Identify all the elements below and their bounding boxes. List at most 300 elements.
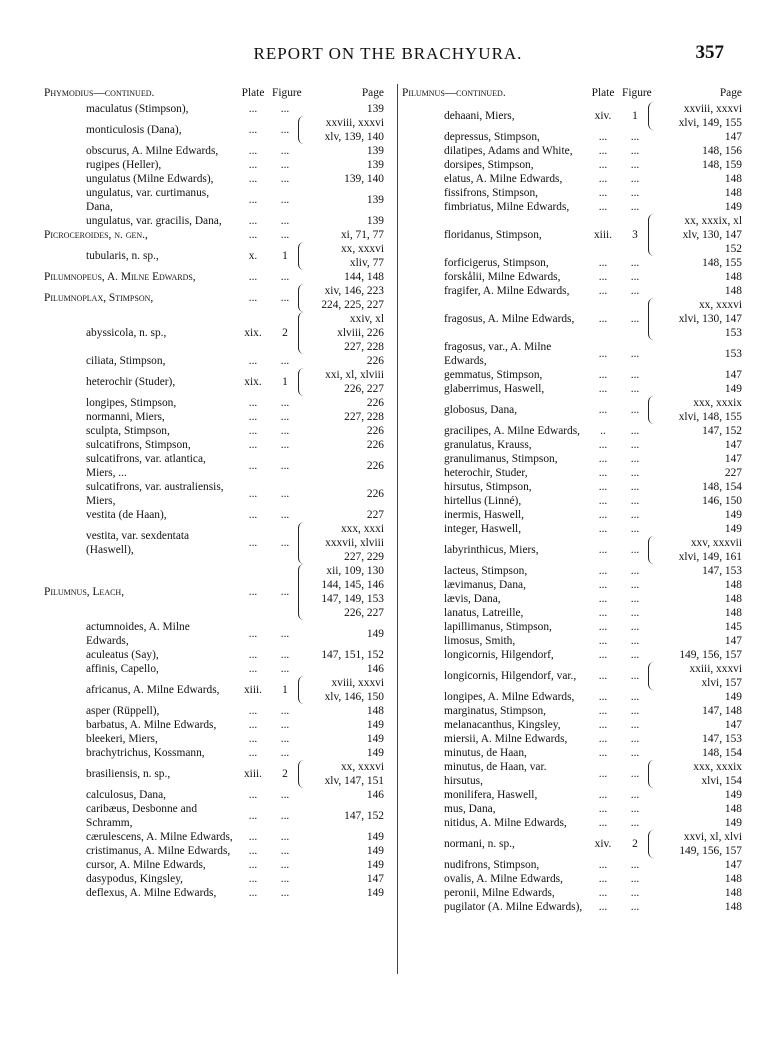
- entry-figure: ...: [630, 425, 640, 437]
- entry-figure: ...: [630, 887, 640, 899]
- entry-pages: [648, 186, 742, 200]
- entry-figure: ...: [280, 425, 290, 437]
- entry-figure: ...: [280, 271, 290, 283]
- entry-plate: x.: [248, 250, 258, 262]
- page-line: 139: [366, 145, 384, 157]
- entry-name: melanacanthus, Kingsley,: [444, 719, 561, 731]
- entry-pages: [298, 662, 384, 676]
- entry-pages: [298, 242, 384, 270]
- page-line: 145: [724, 621, 742, 633]
- entry-figure: ...: [630, 789, 640, 801]
- entry-name: vestita, var. sexdentata (Haswell),: [86, 530, 190, 556]
- entry-name: Pilumnus, Leach,: [44, 586, 125, 598]
- page-line: xlv, 147, 151: [324, 775, 384, 787]
- entry-figure: ...: [280, 488, 290, 500]
- index-entry: [44, 704, 394, 718]
- index-entry: [44, 214, 394, 228]
- entry-pages: [648, 347, 742, 361]
- entry-plate: ...: [248, 831, 258, 843]
- index-entry: [44, 228, 394, 242]
- page-line: xxv, xxxvii: [690, 537, 742, 549]
- entry-pages: [648, 704, 742, 718]
- entry-pages: [648, 816, 742, 830]
- page-line: xliv, 77: [349, 257, 384, 269]
- index-entry: [44, 158, 394, 172]
- entry-figure: ...: [280, 215, 290, 227]
- entry-name: fragifer, A. Milne Edwards,: [444, 285, 570, 297]
- entry-figure: ...: [280, 873, 290, 885]
- entry-plate: ...: [248, 586, 258, 598]
- entry-pages: [298, 872, 384, 886]
- entry-pages: [298, 396, 384, 410]
- entry-pages: [648, 438, 742, 452]
- entry-plate: ...: [598, 747, 608, 759]
- entry-figure: ...: [280, 810, 290, 822]
- page-line: 149: [366, 733, 384, 745]
- entry-name: bleekeri, Miers,: [86, 733, 158, 745]
- entry-figure: ...: [630, 131, 640, 143]
- entry-figure: ...: [280, 173, 290, 185]
- entry-plate: ...: [248, 537, 258, 549]
- entry-pages: [298, 368, 384, 396]
- entry-name: deflexus, A. Milne Edwards,: [86, 887, 217, 899]
- page-title: REPORT ON THE BRACHYURA.: [253, 44, 523, 63]
- entry-figure: ...: [630, 404, 640, 416]
- entry-plate: ...: [248, 194, 258, 206]
- entry-name: ungulatus, var. gracilis, Dana,: [86, 215, 222, 227]
- entry-pages: [298, 172, 384, 186]
- entry-figure: ...: [630, 369, 640, 381]
- page-line: 153: [724, 348, 742, 360]
- entry-name: longipes, Stimpson,: [86, 397, 177, 409]
- index-entry: [44, 662, 394, 676]
- entry-plate: ...: [598, 257, 608, 269]
- entry-name: fimbriatus, Milne Edwards,: [444, 201, 570, 213]
- entry-pages: [648, 214, 742, 256]
- entry-name: fragosus, var., A. Milne Edwards,: [444, 341, 552, 367]
- entry-plate: ...: [598, 789, 608, 801]
- page-brace-group: [648, 760, 742, 788]
- page-line: xlvi, 157: [701, 677, 742, 689]
- entry-figure: ...: [280, 537, 290, 549]
- entry-name: normani, n. sp.,: [444, 838, 515, 850]
- entry-plate: ...: [598, 873, 608, 885]
- entry-figure: ...: [280, 194, 290, 206]
- entry-pages: [648, 102, 742, 130]
- entry-plate: ...: [598, 509, 608, 521]
- entry-pages: [298, 228, 384, 242]
- entry-name: dasypodus, Kingsley,: [86, 873, 184, 885]
- index-entry: [44, 564, 394, 620]
- index-entry: [44, 396, 394, 410]
- page-line: 147, 151, 152: [321, 649, 384, 661]
- page-line: xlvi, 149, 155: [678, 117, 742, 129]
- entry-figure: ...: [630, 257, 640, 269]
- entry-plate: ...: [248, 103, 258, 115]
- entry-figure: ...: [630, 523, 640, 535]
- entry-plate: ...: [598, 817, 608, 829]
- entry-plate: ...: [248, 747, 258, 759]
- page-line: 148, 155: [702, 257, 742, 269]
- page-line: xlv, 139, 140: [324, 131, 384, 143]
- entry-pages: [298, 718, 384, 732]
- page-line: 149: [366, 845, 384, 857]
- index-entry: [402, 732, 742, 746]
- page-line: xxx, xxxi: [340, 523, 384, 535]
- figure-heading: Figure: [622, 87, 652, 99]
- index-entry: [44, 270, 394, 284]
- index-entry: [44, 368, 394, 396]
- entry-pages: [648, 158, 742, 172]
- entry-name: minutus, de Haan, var. hirsutus,: [444, 761, 547, 787]
- entry-figure: ...: [630, 348, 640, 360]
- index-entry: [44, 620, 394, 648]
- index-entry: [402, 214, 742, 256]
- entry-figure: ...: [280, 124, 290, 136]
- index-entry: [44, 116, 394, 144]
- entry-name: forficigerus, Stimpson,: [444, 257, 549, 269]
- entry-plate: ...: [598, 131, 608, 143]
- entry-name: caribæus, Desbonne and Schramm,: [86, 803, 198, 829]
- page-line: 146: [366, 789, 384, 801]
- page-line: 149, 156, 157: [679, 845, 742, 857]
- entry-name: Pilumnoplax, Stimpson,: [44, 292, 154, 304]
- entry-figure: 2: [282, 327, 288, 339]
- entry-pages: [648, 802, 742, 816]
- entry-name: forskålii, Milne Edwards,: [444, 271, 561, 283]
- page-line: 148, 154: [702, 481, 742, 493]
- entry-figure: ...: [630, 579, 640, 591]
- entry-plate: ...: [598, 369, 608, 381]
- page-brace-group: [298, 312, 384, 354]
- entry-plate: ...: [598, 901, 608, 913]
- index-entry: [402, 298, 742, 340]
- entry-pages: [298, 732, 384, 746]
- index-entry: [402, 690, 742, 704]
- entry-pages: [648, 396, 742, 424]
- entry-name: dilatipes, Adams and White,: [444, 145, 573, 157]
- page-line: 227: [724, 467, 742, 479]
- page-line: 227, 228: [344, 411, 384, 423]
- column-divider: [397, 84, 398, 974]
- entry-name: limosus, Smith,: [444, 635, 516, 647]
- entry-plate: ...: [598, 159, 608, 171]
- entry-figure: ...: [630, 670, 640, 682]
- page-line: 139: [366, 215, 384, 227]
- index-entry: [44, 522, 394, 564]
- entry-name: globosus, Dana,: [444, 404, 518, 416]
- entry-name: sulcatifrons, var. atlantica, Miers, ...: [86, 453, 206, 479]
- entry-plate: ...: [598, 481, 608, 493]
- entry-figure: ...: [630, 439, 640, 451]
- entry-name: lanatus, Latreille,: [444, 607, 524, 619]
- page-line: 148: [724, 803, 742, 815]
- page-line: 149: [366, 859, 384, 871]
- entry-figure: 2: [632, 838, 638, 850]
- index-entry: [402, 452, 742, 466]
- page-brace-group: [298, 284, 384, 312]
- entry-figure: ...: [630, 803, 640, 815]
- entry-pages: [648, 886, 742, 900]
- page-line: 149, 156, 157: [679, 649, 742, 661]
- entry-pages: [298, 410, 384, 424]
- page-line: 148: [724, 873, 742, 885]
- page-line: 226: [366, 355, 384, 367]
- entry-pages: [648, 830, 742, 858]
- entry-name: abyssicola, n. sp.,: [86, 327, 167, 339]
- page-brace-group: [298, 116, 384, 144]
- index-entry: [402, 830, 742, 858]
- page-line: 147: [724, 859, 742, 871]
- entry-pages: [298, 214, 384, 228]
- entry-figure: ...: [630, 383, 640, 395]
- index-entry: [402, 438, 742, 452]
- entry-name: nitidus, A. Milne Edwards,: [444, 817, 567, 829]
- entry-figure: ...: [280, 159, 290, 171]
- page-line: xxvi, xl, xlvi: [683, 831, 742, 843]
- page-line: 147: [724, 369, 742, 381]
- entry-plate: ...: [248, 425, 258, 437]
- entry-figure: ...: [280, 789, 290, 801]
- index-entry: [402, 648, 742, 662]
- page-line: 149: [366, 887, 384, 899]
- index-entry: [44, 872, 394, 886]
- index-entry: [44, 172, 394, 186]
- section-heading: Phymodius—continued.: [44, 87, 155, 99]
- entry-figure: ...: [630, 271, 640, 283]
- entry-figure: ...: [280, 649, 290, 661]
- entry-pages: [298, 809, 384, 823]
- entry-name: granulatus, Krauss,: [444, 439, 532, 451]
- entry-plate: ...: [598, 691, 608, 703]
- page-line: 226: [366, 397, 384, 409]
- entry-plate: xiii.: [593, 229, 613, 241]
- entry-name: lævimanus, Dana,: [444, 579, 526, 591]
- page-line: 148: [724, 173, 742, 185]
- entry-name: fissifrons, Stimpson,: [444, 187, 538, 199]
- index-entry: [402, 144, 742, 158]
- section-heading: Pilumnus—continued.: [402, 87, 506, 99]
- page-line: 147: [724, 635, 742, 647]
- entry-figure: ...: [630, 453, 640, 465]
- entry-plate: ...: [598, 719, 608, 731]
- page-line: xlv, 146, 150: [324, 691, 384, 703]
- entry-figure: ...: [280, 397, 290, 409]
- entry-pages: [648, 690, 742, 704]
- entry-name: sulcatifrons, Stimpson,: [86, 439, 191, 451]
- entry-plate: xiii.: [243, 768, 263, 780]
- page-line: 226, 227: [344, 607, 384, 619]
- entry-name: glaberrimus, Haswell,: [444, 383, 545, 395]
- figure-heading: Figure: [272, 87, 302, 99]
- entry-plate: ...: [248, 355, 258, 367]
- entry-pages: [298, 102, 384, 116]
- page-line: xxiv, xl: [349, 313, 384, 325]
- entry-figure: ...: [630, 901, 640, 913]
- entry-figure: ...: [280, 586, 290, 598]
- entry-plate: ...: [598, 859, 608, 871]
- entry-plate: ...: [598, 649, 608, 661]
- entry-figure: 2: [282, 768, 288, 780]
- entry-pages: [648, 788, 742, 802]
- entry-plate: ...: [248, 229, 258, 241]
- entry-figure: ...: [630, 873, 640, 885]
- entry-plate: ...: [248, 173, 258, 185]
- index-entry: [44, 508, 394, 522]
- page-line: 146, 150: [702, 495, 742, 507]
- entry-name: gemmatus, Stimpson,: [444, 369, 543, 381]
- entry-figure: ...: [280, 229, 290, 241]
- index-entry: [44, 788, 394, 802]
- entry-figure: ...: [630, 495, 640, 507]
- entry-plate: ...: [598, 579, 608, 591]
- page-line: xx, xxxvi: [698, 299, 742, 311]
- page-line: 226: [366, 425, 384, 437]
- entry-figure: ...: [630, 544, 640, 556]
- page-line: 144, 145, 146: [321, 579, 384, 591]
- entry-plate: ...: [248, 810, 258, 822]
- entry-pages: [648, 606, 742, 620]
- page-line: xlvi, 130, 147: [678, 313, 742, 325]
- entry-pages: [298, 830, 384, 844]
- entry-plate: ...: [598, 621, 608, 633]
- index-entry: [402, 480, 742, 494]
- entry-name: granulimanus, Stimpson,: [444, 453, 558, 465]
- entry-pages: [648, 620, 742, 634]
- entry-plate: ...: [248, 292, 258, 304]
- entry-pages: [298, 284, 384, 312]
- entry-plate: ...: [598, 670, 608, 682]
- page-line: 148: [724, 593, 742, 605]
- entry-name: floridanus, Stimpson,: [444, 229, 542, 241]
- page-line: 148: [724, 187, 742, 199]
- entry-plate: ...: [598, 348, 608, 360]
- entry-list: [44, 102, 394, 900]
- entry-name: lapillimanus, Stimpson,: [444, 621, 552, 633]
- page-line: 147: [724, 439, 742, 451]
- index-entry: [44, 438, 394, 452]
- index-entry: [44, 802, 394, 830]
- page-line: 149: [724, 691, 742, 703]
- entry-name: lævis, Dana,: [444, 593, 501, 605]
- page-line: 227, 228: [344, 341, 384, 353]
- entry-plate: xiv.: [594, 110, 612, 122]
- entry-name: cursor, A. Milne Edwards,: [86, 859, 206, 871]
- entry-pages: [648, 746, 742, 760]
- entry-pages: [648, 172, 742, 186]
- entry-figure: ...: [630, 733, 640, 745]
- page-line: 139: [366, 194, 384, 206]
- entry-pages: [298, 522, 384, 564]
- entry-figure: ...: [630, 649, 640, 661]
- entry-pages: [298, 704, 384, 718]
- page-line: xxi, xl, xlviii: [325, 369, 384, 381]
- entry-pages: [298, 438, 384, 452]
- page-heading: Page: [361, 87, 384, 99]
- index-entry: [402, 536, 742, 564]
- entry-plate: ...: [598, 593, 608, 605]
- page-line: 149: [724, 817, 742, 829]
- index-entry: [44, 886, 394, 900]
- entry-plate: ...: [598, 271, 608, 283]
- entry-figure: ...: [630, 607, 640, 619]
- index-entry: [44, 480, 394, 508]
- page-line: 148: [724, 887, 742, 899]
- entry-pages: [298, 676, 384, 704]
- index-entry: [44, 718, 394, 732]
- entry-name: africanus, A. Milne Edwards,: [86, 684, 220, 696]
- page-line: 148: [724, 901, 742, 913]
- entry-pages: [648, 718, 742, 732]
- index-entry: [402, 802, 742, 816]
- entry-plate: ...: [248, 719, 258, 731]
- entry-plate: ...: [598, 635, 608, 647]
- entry-name: ungulatus, var. curtimanus, Dana,: [86, 187, 210, 213]
- entry-plate: ...: [598, 383, 608, 395]
- index-entry: [402, 872, 742, 886]
- entry-pages: [648, 760, 742, 788]
- entry-name: hirtellus (Linné),: [444, 495, 522, 507]
- entry-plate: ..: [600, 425, 606, 437]
- index-entry: [402, 592, 742, 606]
- entry-plate: ...: [248, 411, 258, 423]
- entry-pages: [648, 466, 742, 480]
- index-column-left: [44, 86, 394, 900]
- entry-figure: ...: [630, 565, 640, 577]
- page-line: 147: [724, 719, 742, 731]
- page-line: 149: [724, 383, 742, 395]
- entry-pages: [298, 508, 384, 522]
- entry-plate: ...: [248, 873, 258, 885]
- entry-pages: [648, 494, 742, 508]
- page-line: 148: [724, 607, 742, 619]
- entry-name: dehaani, Miers,: [444, 110, 515, 122]
- index-entry: [44, 732, 394, 746]
- entry-pages: [298, 312, 384, 354]
- entry-plate: ...: [248, 460, 258, 472]
- page-brace-group: [298, 676, 384, 704]
- entry-figure: ...: [280, 439, 290, 451]
- page-line: 149: [724, 201, 742, 213]
- page-brace-group: [648, 214, 742, 256]
- entry-figure: ...: [630, 173, 640, 185]
- entry-plate: ...: [598, 607, 608, 619]
- entry-pages: [648, 522, 742, 536]
- index-entry: [402, 788, 742, 802]
- entry-figure: ...: [630, 719, 640, 731]
- entry-name: longipes, A. Milne Edwards,: [444, 691, 575, 703]
- entry-figure: ...: [630, 187, 640, 199]
- page-line: 139: [366, 103, 384, 115]
- page-brace-group: [648, 102, 742, 130]
- entry-pages: [648, 648, 742, 662]
- entry-name: labyrinthicus, Miers,: [444, 544, 539, 556]
- page-line: xxviii, xxxvi: [683, 103, 742, 115]
- index-entry: [402, 718, 742, 732]
- entry-name: barbatus, A. Milne Edwards,: [86, 719, 217, 731]
- entry-figure: ...: [280, 460, 290, 472]
- entry-plate: ...: [598, 439, 608, 451]
- entry-figure: ...: [630, 593, 640, 605]
- entry-pages: [648, 298, 742, 340]
- entry-pages: [298, 760, 384, 788]
- entry-plate: ...: [598, 285, 608, 297]
- index-entry: [402, 494, 742, 508]
- entry-pages: [298, 858, 384, 872]
- page-brace-group: [298, 564, 384, 620]
- entry-figure: 1: [282, 250, 288, 262]
- entry-pages: [298, 424, 384, 438]
